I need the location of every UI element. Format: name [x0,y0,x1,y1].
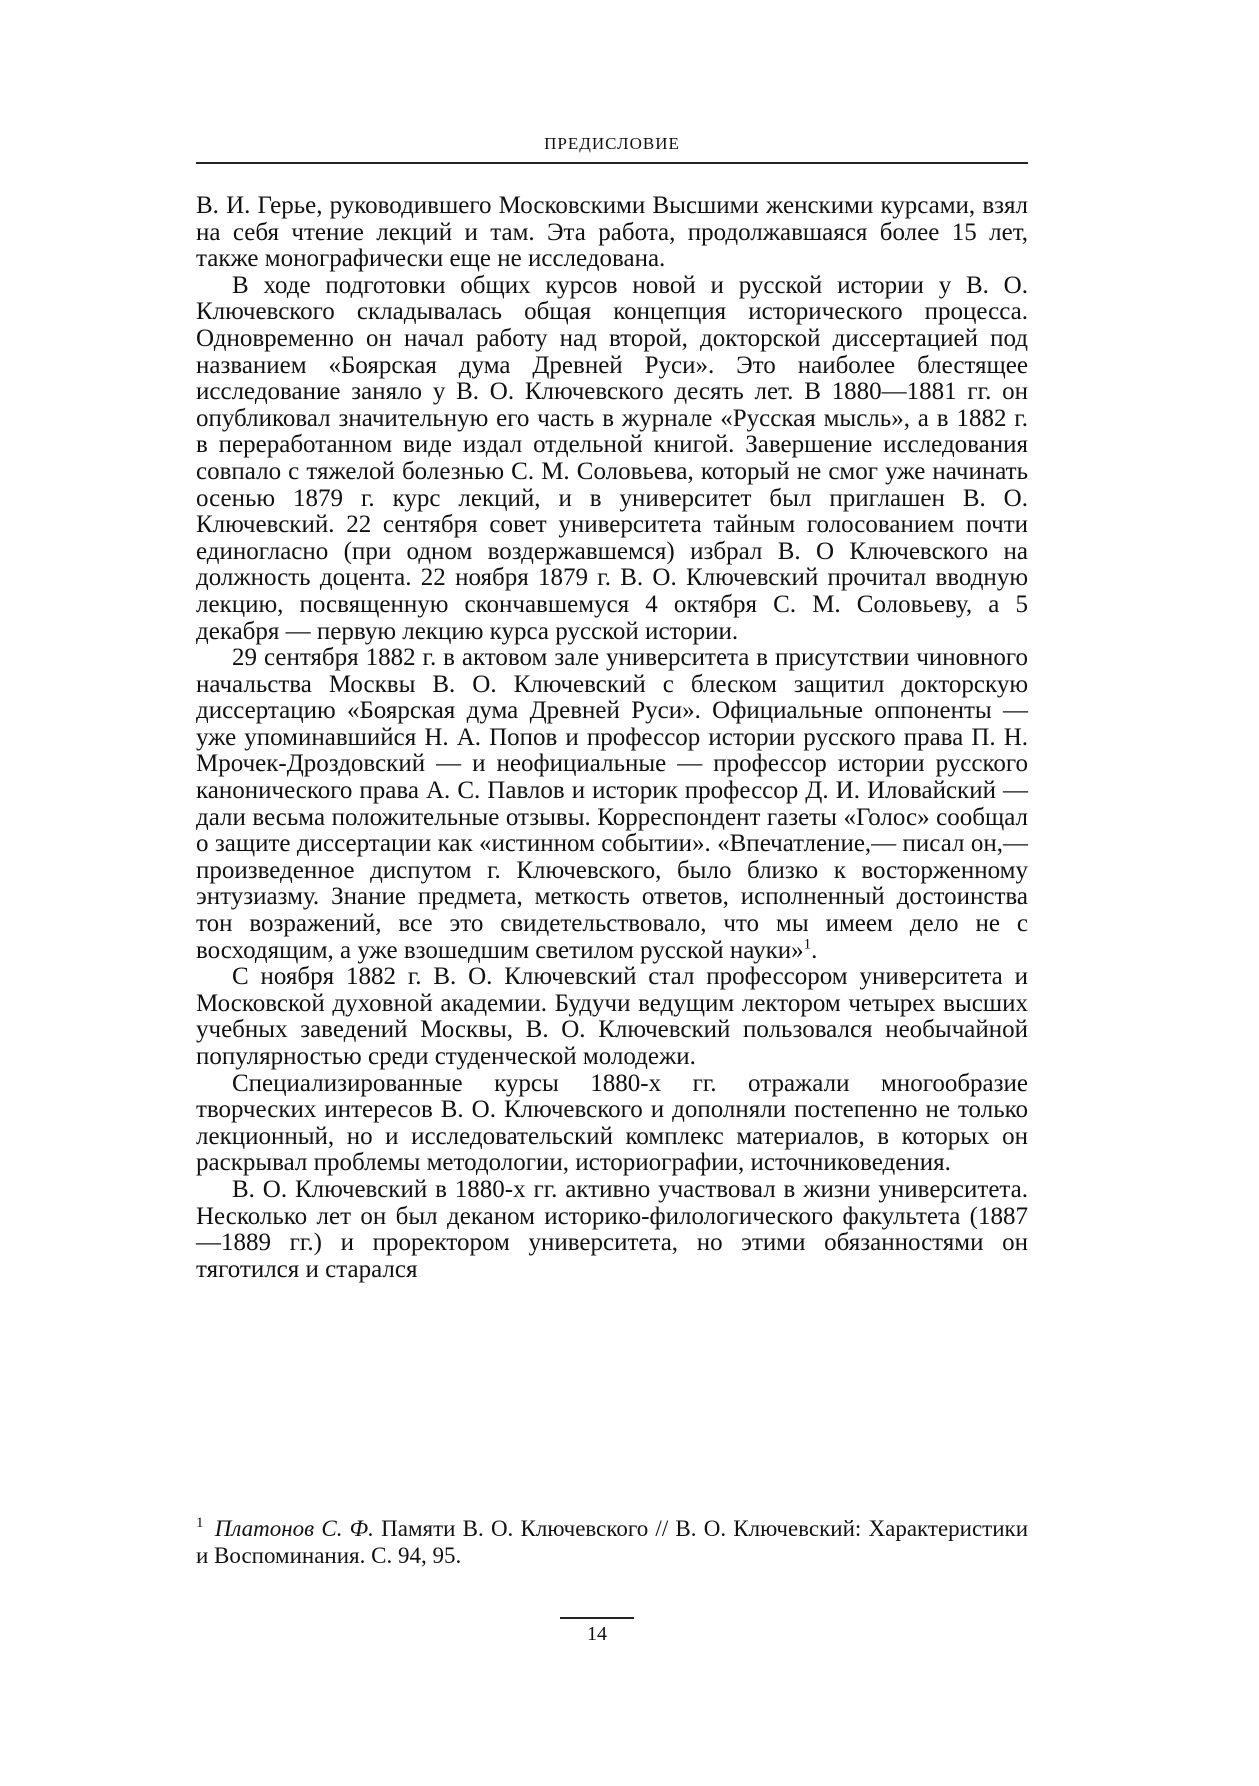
main-text [196,193,1028,1283]
paragraph-2: В ходе подготовки общих курсов новой и русской истории у В. О. Ключевского складывалась общая концепция исторического процесса. Одновременно он начал работу над второй, докторской диссертацией под названием «Боярская дума Древней Руси». Это наиболее блестящее исследование заняло у В. О. Ключевского десять лет. В 1880—1881 гг. он опубликовал значительную его часть в журнале «Русская мысль», а в 1882 г. в переработанном виде издал отдельной книгой. Завершение исследования совпало с тяжелой болезнью С. М. Соловьева, который не смог уже начинать осенью 1879 г. курс лекций, и в университет был приглашен В. О. Ключевский. 22 сентября совет университета тайным голосованием почти единогласно (при одном воздержавшемся) избрал В. О Ключевского на должность доцента. 22 ноября 1879 г. В. О. Ключевский прочитал вводную лекцию, посвященную скончавшемуся 4 октября С. М. Соловьеву, а 5 декабря — первую лекцию курса русской истории. [196,271,1028,645]
header-rule [196,162,1028,164]
paragraph-6: В. О. Ключевский в 1880-х гг. активно участвовал в жизни университета. Несколько лет он был деканом историко-филологического факультета (1887—1889 гг.) и проректором университета, но этими обязанностями он тяготился и старался [196,1175,1028,1283]
footnote-number: 1 [196,1515,204,1532]
page-number: 14 [587,1623,607,1645]
page-number-rule [560,1617,634,1619]
footnote-reference: 1 [803,936,812,953]
paragraph-3 [196,645,1028,964]
paragraph-4: С ноября 1882 г. В. О. Ключевский стал профессором университета и Московской духовной академии. Будучи ведущим лектором четырех высших учебных заведений Москвы, В. О. Ключевский пользовался необычайной популярностью среди студенческой молодежи. [196,963,1028,1070]
running-head: ПРЕДИСЛОВИЕ [544,134,680,153]
paragraph-1: В. И. Герье, руководившего Московскими Высшими женскими курсами, взял на себя чтение лекций и там. Эта работа, продолжавшаяся более 15 лет, также монографически еще не исследована. [196,192,1028,273]
footnote-author: Платонов С. Ф. [214,1516,374,1541]
footnote [196,1515,1028,1569]
footnote-text: Памяти В. О. Ключевского // В. О. Ключевский: Характеристики и Воспоминания. С. 94, 95. [196,1516,1029,1568]
footnote-reference-tail: . [811,936,818,964]
paragraph-3-text: 29 сентября 1882 г. в актовом зале университета в присутствии чиновного начальства Москвы В. О. Ключевский с блеском защитил докторскую диссертацию «Боярская дума Древней Руси». Официальные оппоненты — уже упоминавшийся Н. А. Попов и профессор истории русского права П. Н. Мрочек-Дроздовский — и неофициальные — профессор истории русского канонического права А. С. Павлов и историк профессор Д. И. Иловайский — дали весьма положительные отзывы. Корреспондент газеты «Голос» сообщал о защите диссертации как «истинном событии». «Впечатление,— писал он,— произведенное диспутом г. Ключевского, было близко к восторженному энтузиазму. Знание предмета, меткость ответов, исполненный достоинства тон возражений, все это свидетельствовало, что мы имеем дело не с восходящим, а уже взошедшим светилом русской науки» [196,644,1028,964]
paragraph-5: Специализированные курсы 1880-х гг. отражали многообразие творческих интересов В. О. Ключевского и дополняли постепенно не только лекционный, но и исследовательский комплекс материалов, в которых он раскрывал проблемы методологии, историографии, источниковедения. [196,1069,1028,1177]
